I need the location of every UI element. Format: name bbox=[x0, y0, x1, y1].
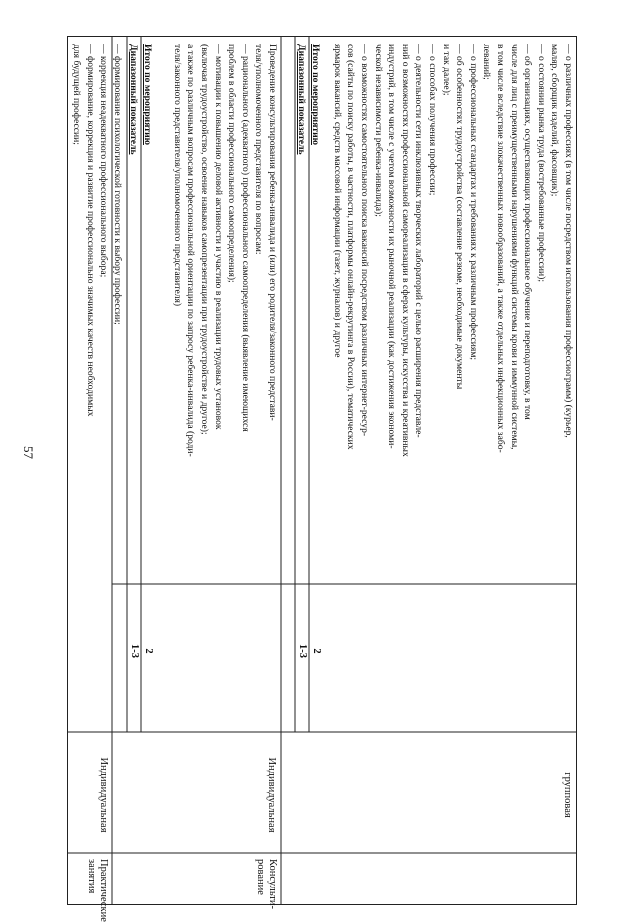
block3-content bbox=[70, 44, 124, 574]
content-line: ний о возможностях профессиональной самореализации в сферах культуры, искусства и креативных bbox=[399, 44, 411, 457]
block2-range-value: 1-3 bbox=[129, 644, 140, 658]
content-line: в том числе вследствие злокачественных новообразований, а также отдельных инфекционных забо- bbox=[495, 44, 507, 453]
page-number: 57 bbox=[21, 446, 36, 459]
content-line: — мотивации к повышению деловой активности и участию в реализации трудовых установок bbox=[212, 44, 224, 430]
block1-total-label: Итого по мероприятию bbox=[310, 44, 321, 145]
content-line: — о профессиональных стандартах и требованиях к различным профессиям; bbox=[467, 44, 479, 361]
content-line: — о деятельности сети инклюзивных творческих лабораторий с целью расширения представле- bbox=[413, 44, 425, 438]
content-line: леваний; bbox=[481, 44, 493, 80]
content-line: теля/уполномоченного представителя по вопросам: bbox=[253, 44, 265, 255]
content-line: — рационального (адекватного) профессионального самоопределения (выявление имеющихся bbox=[239, 44, 251, 432]
content-line: индустрий, в том числе с учетом возможности их рыночной реализации (как достижения экономи- bbox=[386, 44, 398, 449]
block2-content bbox=[170, 44, 279, 574]
content-line: — формирование, коррекция и развитие профессионально значимых качеств необходимых bbox=[84, 44, 96, 417]
block1-content bbox=[330, 44, 575, 574]
content-line: числе для лиц с преимущественными нарушениями функций системы крови и иммунной системы, bbox=[508, 44, 520, 450]
content-line: — об особенностях трудоустройства (составление резюме, необходимые документы bbox=[454, 44, 466, 390]
content-line: — о состоянии рынка труда (востребованные профессии); bbox=[535, 44, 547, 283]
content-line: для будущей профессии; bbox=[71, 44, 83, 145]
content-line: — о различных профессиях (в том числе посредством использования профессиограмм) (курьер, bbox=[563, 44, 574, 438]
content-line: ярмарок вакансий, средств массовой информации (газет, журналов) и другое bbox=[331, 44, 343, 358]
content-line: (включая трудоустройство, освоение навыков самопрезентации при трудоустройстве и другое); bbox=[199, 44, 211, 435]
block2-total-label: Итого по мероприятию bbox=[142, 44, 153, 145]
content-line: а также по различным вопросам профессиональной ориентации по запросу ребенка-инвалида (роди- bbox=[185, 44, 197, 457]
content-line: — об организациях, осуществляющих профессиональное обучение и переподготовку, в том bbox=[522, 44, 534, 420]
block2-range-label: Диапазонный показатель bbox=[128, 44, 139, 155]
block1-range-value: 1-3 bbox=[297, 644, 308, 658]
block2-activity: Консультирование bbox=[255, 859, 278, 909]
block3-form: Индивидуальная bbox=[98, 757, 109, 833]
content-line: маляр, сборщик изделий, фасовщик); bbox=[549, 44, 561, 197]
content-line: — коррекция неадекватного профессионального выбора; bbox=[98, 44, 110, 278]
table-rotated bbox=[67, 36, 577, 922]
content-line: проблем в области профессионального самоопределения); bbox=[226, 44, 238, 283]
content-line: — формирование психологической готовности к выбору профессии; bbox=[112, 44, 123, 325]
content-line: Проведение консультирования ребенка-инвалида и (или) его родителя/законного представи- bbox=[267, 44, 278, 421]
content-line: ческой независимости ребенка-инвалида); bbox=[372, 44, 384, 217]
block1-form: групповая bbox=[562, 772, 573, 818]
content-line: и так далее); bbox=[440, 44, 452, 96]
block1-total-value: 2 bbox=[311, 648, 322, 654]
block1-range-label: Диапазонный показатель bbox=[296, 44, 307, 155]
block2-total-value: 2 bbox=[143, 648, 154, 654]
content-line: — о способах получения профессии; bbox=[427, 44, 439, 196]
content-line: — о возможностях самостоятельного поиска вакансий посредством различных интернет-ресур- bbox=[359, 44, 371, 437]
block3-activity: Практические занятия bbox=[86, 859, 109, 922]
content-line: теля/законного представителя/уполномоченного представителя) bbox=[171, 44, 183, 307]
block2-form: Индивидуальная bbox=[266, 757, 277, 833]
content-line: сов (сайты по поиску работы, в частности, платформы онлайн-рекрутинга в России), тематических bbox=[345, 44, 357, 450]
